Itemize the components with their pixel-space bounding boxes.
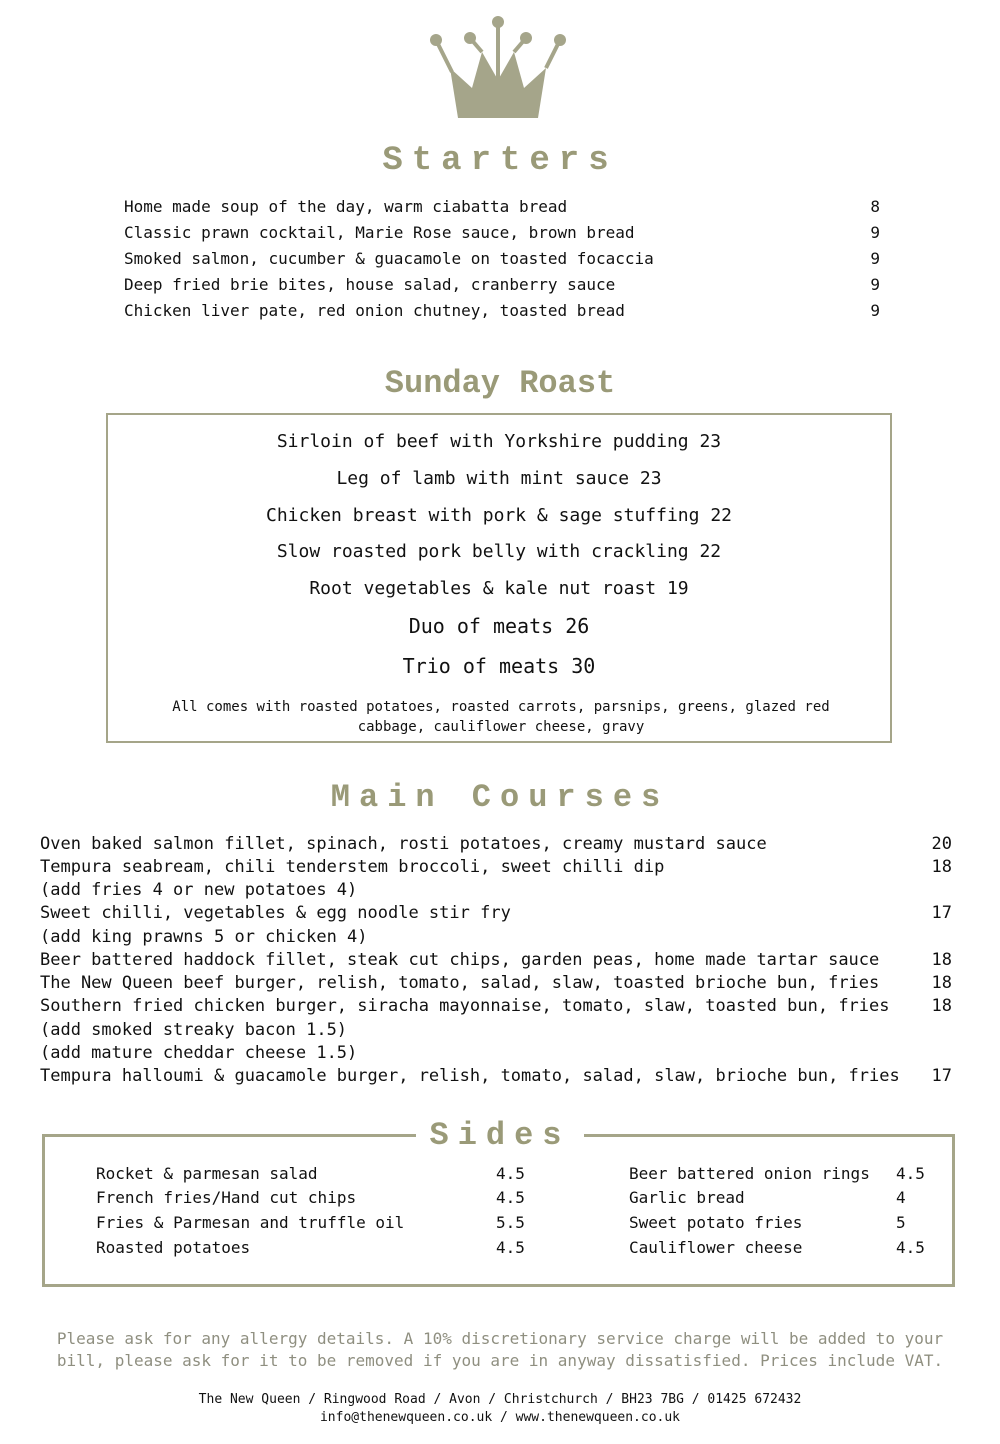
side-item: Sweet potato fries [629,1213,803,1232]
starter-price: 9 [870,249,880,268]
starter-price: 8 [870,197,880,216]
main-item: Beer battered haddock fillet, steak cut chips, garden peas, home made tartar sauce [40,950,880,970]
starter-item: Smoked salmon, cucumber & guacamole on toasted focaccia [124,249,654,268]
sides-title: Sides [429,1117,571,1154]
main-price: 18 [931,950,952,970]
starter-item: Classic prawn cocktail, Marie Rose sauce, brown bread [124,223,635,242]
main-item-addon: (add fries 4 or new potatoes 4) [40,880,358,900]
starters-title: Starters [382,142,618,180]
roast-item: Trio of meats 30 [402,654,596,678]
main-item-addon: (add mature cheddar cheese 1.5) [40,1043,358,1063]
main-price: 18 [931,857,952,877]
side-item: French fries/Hand cut chips [96,1188,357,1207]
roast-item: Chicken breast with pork & sage stuffing 22 [266,505,732,526]
allergy-note: Please ask for any allergy details. A 10% discretionary service charge will be added to your bill, please ask for it to be removed if you are in anyway dissatisfied. Prices include VAT. [56,1329,944,1370]
side-item: Fries & Parmesan and truffle oil [96,1213,405,1232]
main-price: 20 [931,834,952,854]
main-price: 18 [931,996,952,1016]
roast-item: Leg of lamb with mint sauce 23 [336,468,662,489]
main-item: Southern fried chicken burger, siracha mayonnaise, tomato, slaw, toasted bun, fries [40,996,890,1016]
main-item-addon: (add smoked streaky bacon 1.5) [40,1020,348,1040]
main-item-addon: (add king prawns 5 or chicken 4) [40,927,368,947]
side-price: 4.5 [896,1164,925,1183]
side-price: 4.5 [496,1164,525,1183]
side-item: Cauliflower cheese [629,1238,803,1257]
starter-price: 9 [870,223,880,242]
main-item: The New Queen beef burger, relish, tomato, salad, slaw, toasted brioche bun, fries [40,973,880,993]
side-price: 4.5 [496,1238,525,1257]
main-item: Tempura halloumi & guacamole burger, relish, tomato, salad, slaw, brioche bun, fries [40,1066,900,1086]
sides-box [42,1134,955,1287]
side-item: Beer battered onion rings [629,1164,870,1183]
side-item: Rocket & parmesan salad [96,1164,318,1183]
web-line: info@thenewqueen.co.uk / www.thenewqueen.co.uk [319,1410,681,1425]
sunday-roast-box [106,413,892,743]
starter-price: 9 [870,301,880,320]
roast-item: Root vegetables & kale nut roast 19 [309,578,689,599]
main-price: 18 [931,973,952,993]
roast-item: Sirloin of beef with Yorkshire pudding 23 [276,431,722,452]
roast-item: Slow roasted pork belly with crackling 22 [276,541,722,562]
main-item: Sweet chilli, vegetables & egg noodle stir fry [40,903,511,923]
starter-item: Chicken liver pate, red onion chutney, toasted bread [124,301,625,320]
main-price: 17 [931,1066,952,1086]
side-price: 5.5 [496,1213,525,1232]
side-item: Garlic bread [629,1188,745,1207]
sunday-roast-title: Sunday Roast [384,365,616,402]
side-price: 4 [896,1188,906,1207]
main-item: Tempura seabream, chili tenderstem broccoli, sweet chilli dip [40,857,665,877]
crown-icon [428,16,568,122]
side-item: Roasted potatoes [96,1238,251,1257]
roast-item: Duo of meats 26 [408,614,590,638]
roast-note: All comes with roasted potatoes, roasted carrots, parsnips, greens, glazed red cabbage, cauliflower cheese, gravy [172,699,830,735]
starter-item: Home made soup of the day, warm ciabatta bread [124,197,568,216]
side-price: 4.5 [496,1188,525,1207]
main-courses-title: Main Courses [330,779,670,816]
main-price: 17 [931,903,952,923]
side-price: 5 [896,1213,906,1232]
starter-price: 9 [870,275,880,294]
main-item: Oven baked salmon fillet, spinach, rosti potatoes, creamy mustard sauce [40,834,767,854]
side-price: 4.5 [896,1238,925,1257]
address-line: The New Queen / Ringwood Road / Avon / Christchurch / BH23 7BG / 01425 672432 [198,1392,802,1407]
starter-item: Deep fried brie bites, house salad, cranberry sauce [124,275,616,294]
